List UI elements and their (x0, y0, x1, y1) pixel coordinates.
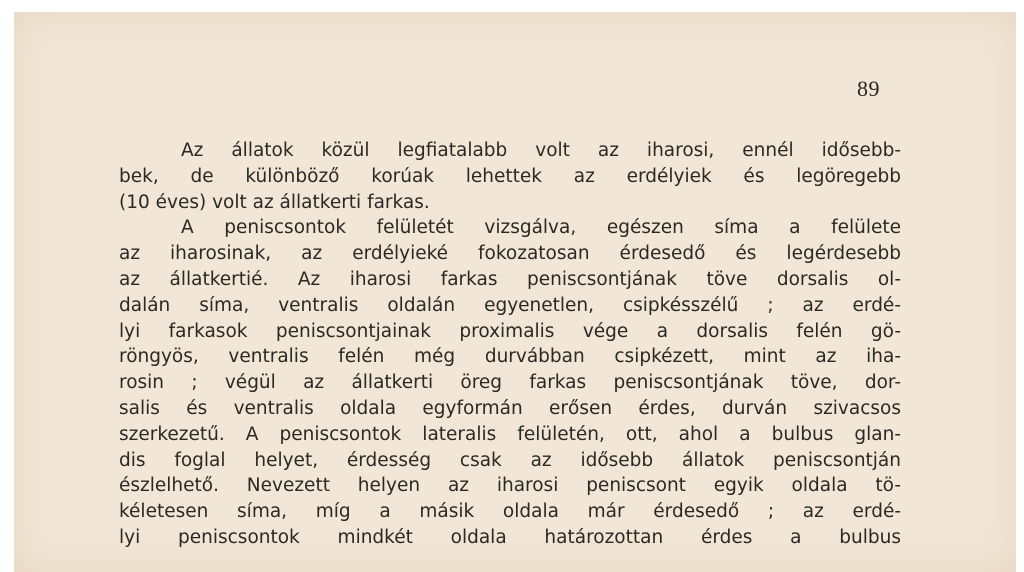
text-line: dis foglal helyet, érdesség csak az idősebb állatok peniscsontján (119, 449, 901, 471)
text-line: dalán síma, ventralis oldalán egyenetlen, csipkésszélű ; az erdé- (119, 294, 901, 316)
book-page (14, 12, 1016, 572)
text-line: salis és ventralis oldala egyformán erősen érdes, durván szivacsos (119, 397, 901, 419)
text-line: kéletesen síma, míg a másik oldala már érdesedő ; az erdé- (119, 501, 901, 523)
text-line: rosin ; végül az állatkerti öreg farkas peniscsontjának töve, dor- (119, 372, 901, 394)
text-line: Az állatok közül legfiatalabb volt az iharosi, ennél idősebb- (181, 140, 901, 161)
text-line: lyi peniscsontok mindkét oldala határozottan érdes a bulbus (119, 526, 901, 548)
text-line: az állatkertié. Az iharosi farkas peniscsontjának töve dorsalis ol- (119, 268, 901, 290)
text-line: szerkezetű. A peniscsontok lateralis felületén, ott, ahol a bulbus glan- (119, 423, 901, 445)
text-line: lyi farkasok peniscsontjainak proximalis vége a dorsalis felén gö- (119, 320, 901, 342)
text-line: bek, de különböző korúak lehettek az erdélyiek és legöregebb (119, 165, 901, 187)
text-line: észlelhető. Nevezett helyen az iharosi peniscsont egyik oldala tö- (119, 475, 901, 497)
text-line: röngyös, ventralis felén még durvábban csipkézett, mint az iha- (119, 346, 901, 368)
page-number: 89 (857, 76, 880, 101)
text-line: az iharosinak, az erdélyieké fokozatosan érdesedő és legérdesebb (119, 243, 901, 265)
text-line: A peniscsontok felületét vizsgálva, egészen síma a felülete (181, 217, 901, 239)
body-text (119, 138, 901, 551)
text-line: (10 éves) volt az állatkerti farkas. (119, 191, 430, 213)
